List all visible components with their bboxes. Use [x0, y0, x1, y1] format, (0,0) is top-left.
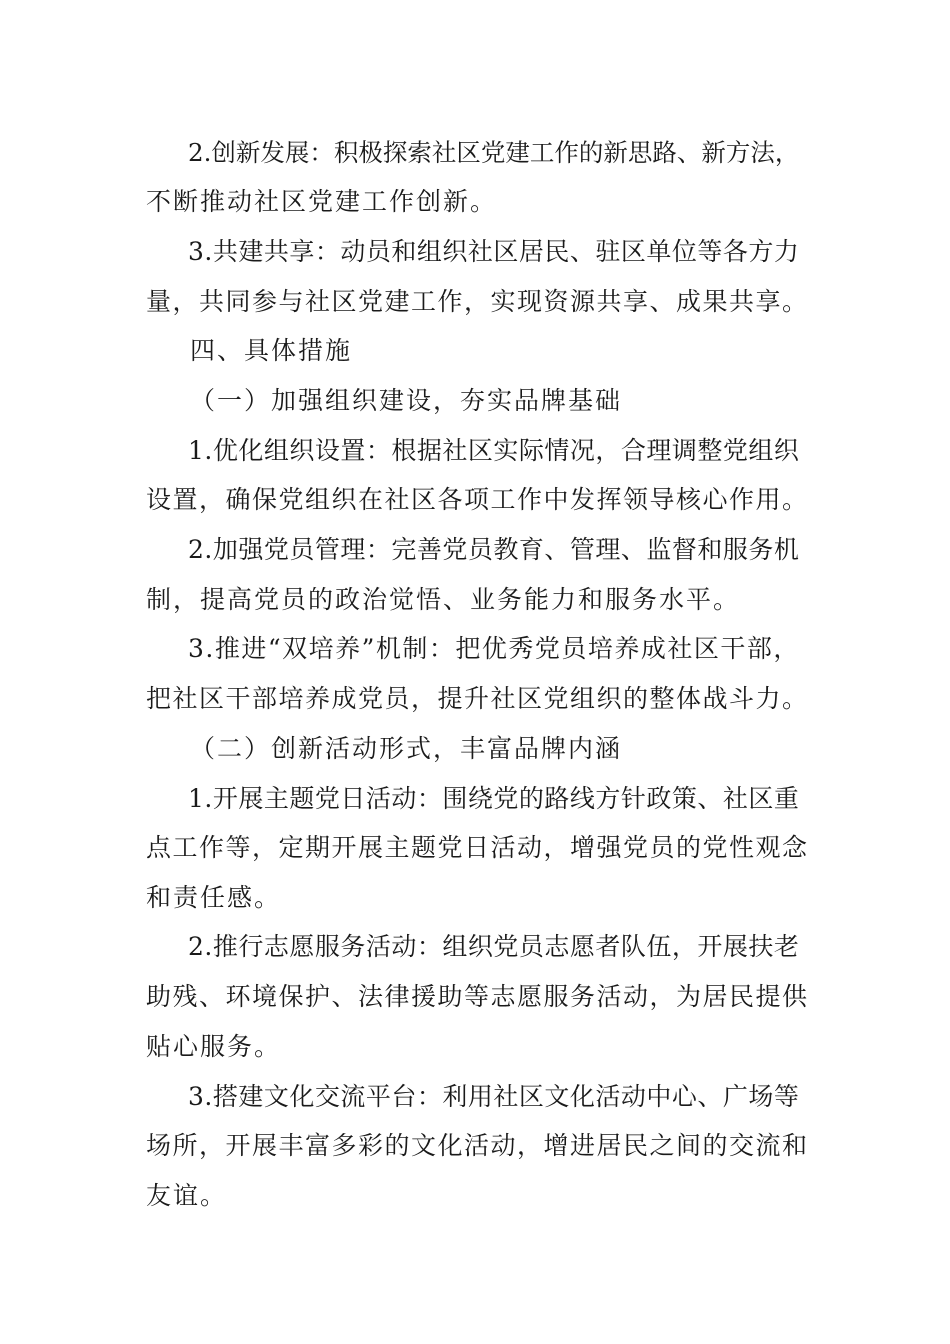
paragraph-line: 3.搭建文化交流平台：利用社区文化活动中心、广场等: [188, 1082, 800, 1111]
subsection-heading: （一）加强组织建设，夯实品牌基础: [190, 386, 623, 415]
paragraph-line: 2.创新发展：积极探索社区党建工作的新思路、新方法，: [188, 138, 800, 167]
paragraph-line: 制，提高党员的政治觉悟、业务能力和服务水平。: [146, 585, 741, 614]
paragraph-line: 友谊。: [146, 1181, 228, 1210]
paragraph-line: 不断推动社区党建工作创新。: [146, 187, 498, 216]
paragraph-line: 量，共同参与社区党建工作，实现资源共享、成果共享。: [146, 287, 809, 316]
paragraph-line: 3.共建共享：动员和组织社区居民、驻区单位等各方力: [188, 237, 800, 266]
paragraph-line: 助残、环境保护、法律援助等志愿服务活动，为居民提供: [146, 982, 809, 1011]
section-heading: 四、具体措施: [190, 336, 353, 365]
paragraph-line: 1.优化组织设置：根据社区实际情况，合理调整党组织: [188, 436, 800, 465]
paragraph-line: 把社区干部培养成党员，提升社区党组织的整体战斗力。: [146, 684, 809, 713]
paragraph-line: 1.开展主题党日活动：围绕党的路线方针政策、社区重: [188, 784, 800, 813]
paragraph-line: 3.推进“双培养”机制：把优秀党员培养成社区干部，: [188, 634, 800, 663]
paragraph-line: 和责任感。: [146, 883, 282, 912]
paragraph-line: 2.加强党员管理：完善党员教育、管理、监督和服务机: [188, 535, 800, 564]
paragraph-line: 设置，确保党组织在社区各项工作中发挥领导核心作用。: [146, 485, 809, 514]
paragraph-line: 贴心服务。: [146, 1032, 282, 1061]
paragraph-line: 场所，开展丰富多彩的文化活动，增进居民之间的交流和: [146, 1131, 809, 1160]
subsection-heading: （二）创新活动形式，丰富品牌内涵: [190, 734, 623, 763]
paragraph-line: 点工作等，定期开展主题党日活动，增强党员的党性观念: [146, 833, 809, 862]
paragraph-line: 2.推行志愿服务活动：组织党员志愿者队伍，开展扶老: [188, 932, 800, 961]
